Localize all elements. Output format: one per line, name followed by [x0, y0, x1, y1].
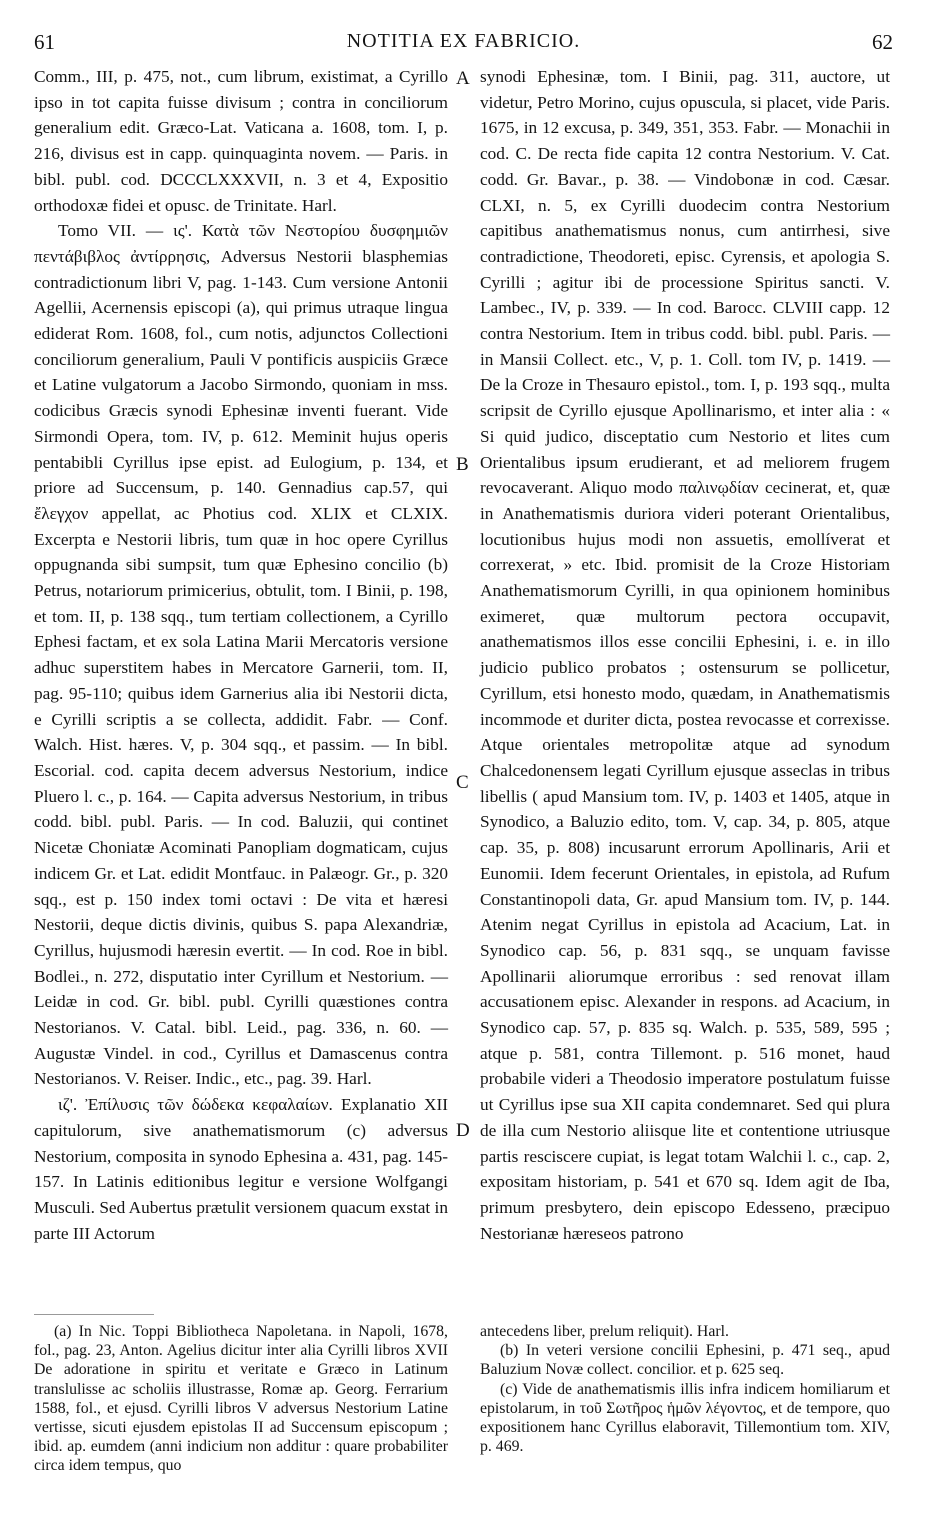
left-paragraph-1: Comm., III, p. 475, not., cum librum, existimat, a Cyrillo ipso in tot capita fuisse divisum ; contra in conciliorum generalium edit. Græco-Lat. Vaticana a. 1608, tom. I, p. 216, divisus est in capp. quinquaginta novem. — Paris. in bibl. publ. cod. DCCCLXXXVII, n. 3 et 4, Expositio orthodoxæ fidei et opusc. de Trinitate. Harl.	[34, 67, 448, 215]
margin-marker-b: B	[456, 454, 469, 475]
margin-marker-c: C	[456, 772, 469, 793]
footnote-c: (c) Vide de anathematismis illis infra indicem homiliarum et epistolarum, in τοῦ Σωτῆρος ἡμῶν λέγοντος, et de tempore, quo expositionem hanc Cyrillus elaboravit, Tillemontium tom. XIV, p. 469.	[480, 1380, 890, 1456]
left-paragraph-2: Tomo VII. — ις'. Κατὰ τῶν Νεστορίου δυσφημιῶν πεντάβιβλος ἀντίρρησις, Adversus Nestorii blasphemias contradictionum libri V, pag. 1-143. Cum versione Antonii Agellii, Acernensis episcopi (a), qui primus utraque lingua ediderat Rom. 1608, fol., cum notis, adjunctos Collectioni conciliorum generalium, Pauli V pontificis auspiciis Græce et Latine vulgatorum a Jacobo Sirmondo, quoniam in mss. codicibus Græcis synodi Ephesinæ inventi fuerant. Vide Sirmondi Opera, tom. IV, p. 612. Meminit hujus operis pentabibli Cyrillus ipse epist. ad Eulogium, p. 134, et priore ad Succensum, p. 140. Gennadius cap.57, qui ἔλεγχον appellat, ac Photius cod. XLIX et CLXIX. Excerpta e Nestorii libris, tum quæ in hoc opere Cyrillus oppugnanda sibi sumpsit, tum quæ Ephesino concilio (b) Petrus, notariorum primicerius, obtulit, tom. I Binii, p. 198, et tom. II, p. 138 sqq., tum tertiam collectionem, a Cyrillo Ephesi factam, et ex sola Latina Marii Mercatoris versione adhuc superstitem habes in Mercatore Garnerii, tom. II, pag. 95-110; quibus idem Garnerius alia ibi Nestorii dicta, e Cyrilli scriptis a se collecta, addidit. Fabr. — Conf. Walch. Hist. hæres. V, p. 304 sqq., et passim. — In bibl. Escorial. cod. capita decem adversus Nestorium, indice Pluero l. c., p. 164. — Capita adversus Nestorium, in tribus codd. bibl. publ. Paris. — In cod. Baluzii, qui continet Nicetæ Choniatæ Acominati Panopliam dogmaticam, cujus indicem Gr. et Lat. edidit Montfauc. in Palæogr. Gr., p. 320 sqq., est p. 150 index tomi octavi : De vita et hæresi Nestorii, deque dictis divinis, quibus S. papa Alexandriæ, Cyrillus, hujusmodi hæresin evertit. — In cod. Roe in bibl. Bodlei., n. 272, disputatio inter Cyrillum et Nestorium. — Leidæ in cod. Gr. bibl. publ. Cyrilli quæstiones contra Nestorianos. V. Catal. bibl. Leid., pag. 336, n. 60. — Augustæ Vindel. in cod., Cyrillus et Damascenus contra Nestorianos. V. Reiser. Indic., etc., pag. 39. Harl.	[34, 221, 448, 1089]
footnotes-right	[480, 1322, 890, 1456]
footnote-b: (b) In veteri versione concilii Ephesini, p. 471 seq., apud Baluzium Novæ collect. concilior. et p. 625 seq.	[480, 1342, 890, 1379]
right-column	[480, 64, 890, 1246]
footnote-a-continued: antecedens liber, prelum reliquit). Harl.	[480, 1323, 729, 1340]
footnotes-left	[34, 1322, 448, 1476]
right-page-number: 62	[872, 30, 893, 54]
footnote-a: (a) In Nic. Toppi Bibliotheca Napoletana. in Napoli, 1678, fol., pag. 23, Anton. Agelius dicitur inter alia Cyrilli libros XVII De adoratione in spiritu et veritate e Græco in Latinum translulisse ac scholiis illustrasse, Romæ ap. Georg. Ferrarium 1588, fol., et ejusd. Cyrilli libros V adversus Nestorium Latine vertisse, sicuti ejusdem epistolas II ad Succensum episcopum ; ibid. ap. eumdem (anni indicium non additur : quare probabiliter circa idem tempus, quo	[34, 1323, 448, 1475]
left-page-number: 61	[34, 30, 55, 54]
margin-marker-a: A	[456, 68, 470, 89]
right-paragraph-1: synodi Ephesinæ, tom. I Binii, pag. 311, auctore, ut videtur, Petro Morino, cujus opuscula, si placet, vide Paris. 1675, in 12 excusa, p. 349, 351, 353. Fabr. — Monachii in cod. C. De recta fide capita 12 contra Nestorium. V. Cat. codd. Gr. Bavar., p. 38. — Vindobonæ in cod. Cæsar. CLXI, n. 5, ex Cyrilli duodecim contra Nestorium capitibus anathematismus nonus, cum antirrhesi, sive contradictione, Theodoreti, episc. Cyrensis, et apologia S. Cyrilli ; agitur ibi de processione Spiritus sancti. V. Lambec., IV, p. 339. — In cod. Barocc. CLVIII capp. 12 contra Nestorium. Item in tribus codd. bibl. publ. Paris. — in Mansii Collect. etc., V, p. 1. Coll. tom IV, p. 1419. — De la Croze in Thesauro epistol., tom. I, p. 193 sqq., multa scripsit de Cyrillo ejusque Apollinarismo, et inter alia : « Si quid judico, disceptatio cum Nestorio et lites cum Orientalibus ipsum erudierant, et ad meliorem frugem revocaverant. Aliquo modo παλινῳδίαν cecinerat, et, quæ in Anathematismis duriora videri poterant Orientalibus, locutionibus hujus modi non assuetis, emollíverat et correxerat, » etc. Ibid. promisit de la Croze Historiam Anathematismorum Cyrilli, in qua opinionem hominibus eximeret, quæ multorum pectora occupavit, anathematismos illos esse concilii Ephesini, i. e. in illo judicio publico probatos ; ostensurum se pollicetur, Cyrillum, etsi honesto modo, quædam, in Anathematismis incommode et duriter dicta, postea revocasse et correxisse. Atque orientales metropolitæ atque ad synodum Chalcedonensem legati Cyrillum ejusque asseclas in tribus libellis ( apud Mansium tom. IV, p. 1403 et 1405, atque in Synodico, a Baluzio edito, tom. V, cap. 34, p. 805, atque cap. 35, p. 808) incusarunt errorum Apollinaris, Arii et Eunomii. Idem fecerunt Orientales, in epistola, ad Rufum Constantinopoli data, Gr. apud Mansium tom. IV, p. 144. Atenim negat Cyrillus in epistola ad Acacium, Lat. in Synodico cap. 56, p. 831 sqq., se unquam favisse Apollinarii aliorumque erroribus : sed renovat illam accusationem episc. Alexander in respons. ad Acacium, in Synodico cap. 57, p. 835 sq. Walch. p. 535, 589, 595 ; atque p. 581, contra Tillemont. p. 516 monet, haud probabile videri a Theodosio imperatore postulatum fuisse ut Cyrillus ipse sua XII capita condemnaret. Sed qui plura de illa cum Nestorio aliisque lite et contentione utriusque partis resciscere cupiat, is legat totam Walchii l. c., cap. 2, expositam historiam, p. 541 et 670 sq. Idem agit de Iba, primum presbytero, dein episcopo Edesseno, præcipuo Nestorianæ hæreseos patrono	[480, 67, 890, 1243]
footnote-separator	[34, 1314, 154, 1315]
running-title: NOTITIA EX FABRICIO.	[346, 30, 581, 52]
page-header	[34, 30, 893, 60]
left-paragraph-3: ιζ'. Ἐπίλυσις τῶν δώδεκα κεφαλαίων. Explanatio XII capitulorum, sive anathematismorum (c) adversus Nestorium, composita in synodo Ephesina a. 431, pag. 145-157. In Latinis editionibus legitur e versione Wolfgangi Musculi. Sed Aubertus prætulit versionem quacum exstat in parte III Actorum	[34, 1095, 448, 1243]
margin-marker-d: D	[456, 1120, 470, 1141]
left-column	[34, 64, 448, 1246]
